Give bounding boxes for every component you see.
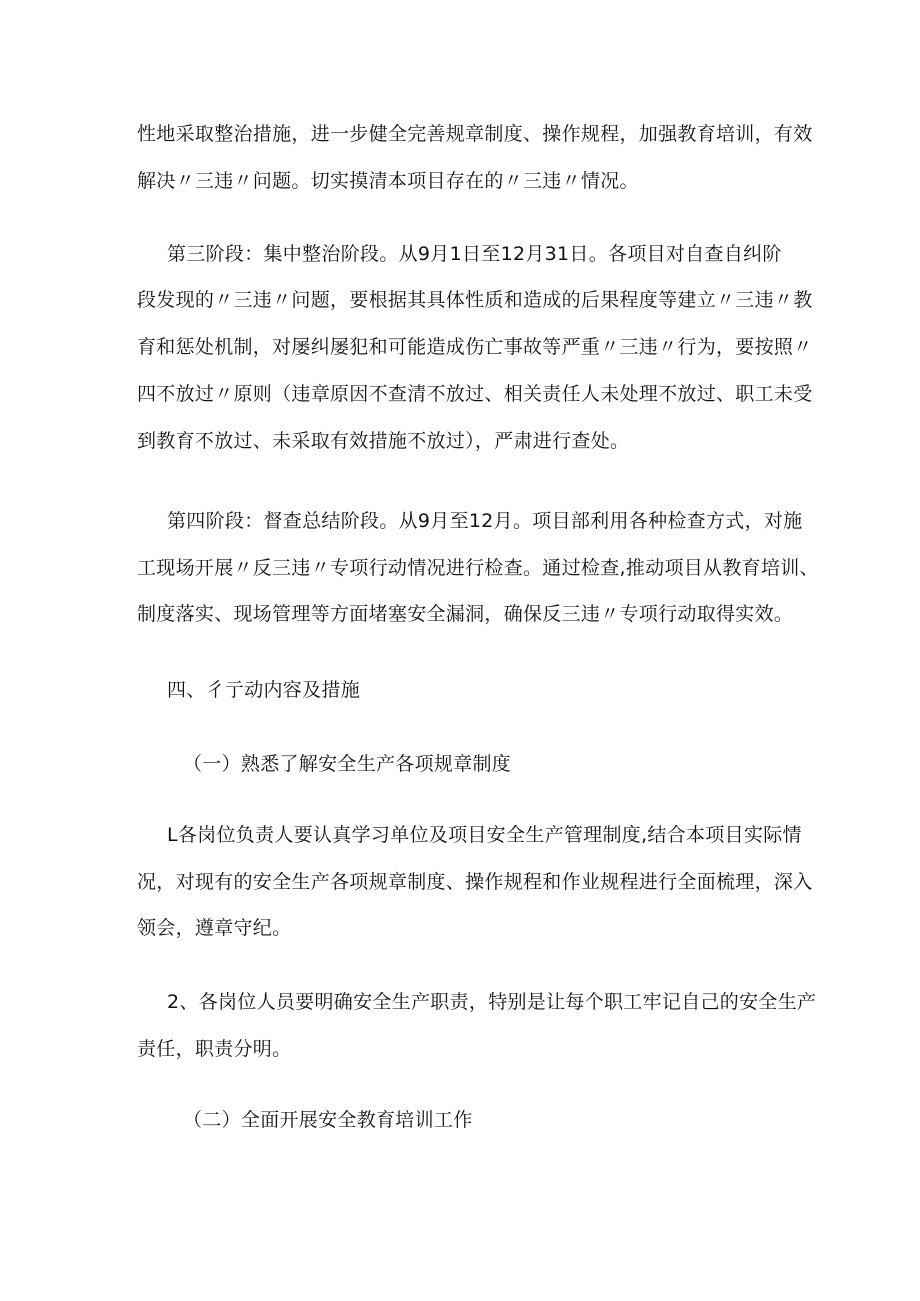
paragraph-line: 四不放过〃原则（违章原因不查清不放过、相关责任人未处理不放过、职工未受 <box>137 383 813 405</box>
paragraph-line: 第三阶段：集中整治阶段。从9月1日至12月31日。各项目对自查自纠阶 <box>167 243 782 265</box>
paragraph-line: 领会，遵章守纪。 <box>137 917 292 939</box>
paragraph-line: 段发现的〃三违〃问题，要根据其具体性质和造成的后果程度等建立〃三违〃教 <box>137 289 813 311</box>
paragraph-line: 解决〃三违〃问题。切实摸清本项目存在的〃三违〃情况。 <box>137 170 639 192</box>
section-heading: 四、彳亍动内容及措施 <box>167 679 361 701</box>
subsection-heading: （二）全面开展安全教育培训工作 <box>183 1109 473 1131</box>
paragraph-line: 第四阶段：督查总结阶段。从9月至12月。项目部利用各种检查方式，对施 <box>167 510 803 532</box>
paragraph-line: 2、各岗位人员要明确安全生产职责，特别是让每个职工牢记自己的安全生产 <box>167 991 817 1013</box>
paragraph-line: 到教育不放过、未采取有效措施不放过），严肃进行查处。 <box>137 430 630 452</box>
paragraph-line: 况，对现有的安全生产各项规章制度、操作规程和作业规程进行全面梳理，深入 <box>137 871 813 893</box>
paragraph-line: L各岗位负责人要认真学习单位及项目安全生产管理制度,结合本项目实际情 <box>167 824 802 846</box>
paragraph-line: 责任，职责分明。 <box>137 1038 292 1060</box>
paragraph-line: 工现场开展〃反三违〃专项行动情况进行检查。通过检查,推动项目从教育培训、 <box>137 557 819 579</box>
paragraph-line: 育和惩处机制，对屡纠屡犯和可能造成伤亡事故等严重〃三违〃行为，要按照〃 <box>137 336 813 358</box>
paragraph-line: 性地采取整治措施，进一步健全完善规章制度、操作规程，加强教育培训，有效 <box>137 123 813 145</box>
paragraph-line: 制度落实、现场管理等方面堵塞安全漏洞，确保反三违〃专项行动取得实效。 <box>137 603 794 625</box>
subsection-heading: （一）熟悉了解安全生产各项规章制度 <box>183 753 512 775</box>
